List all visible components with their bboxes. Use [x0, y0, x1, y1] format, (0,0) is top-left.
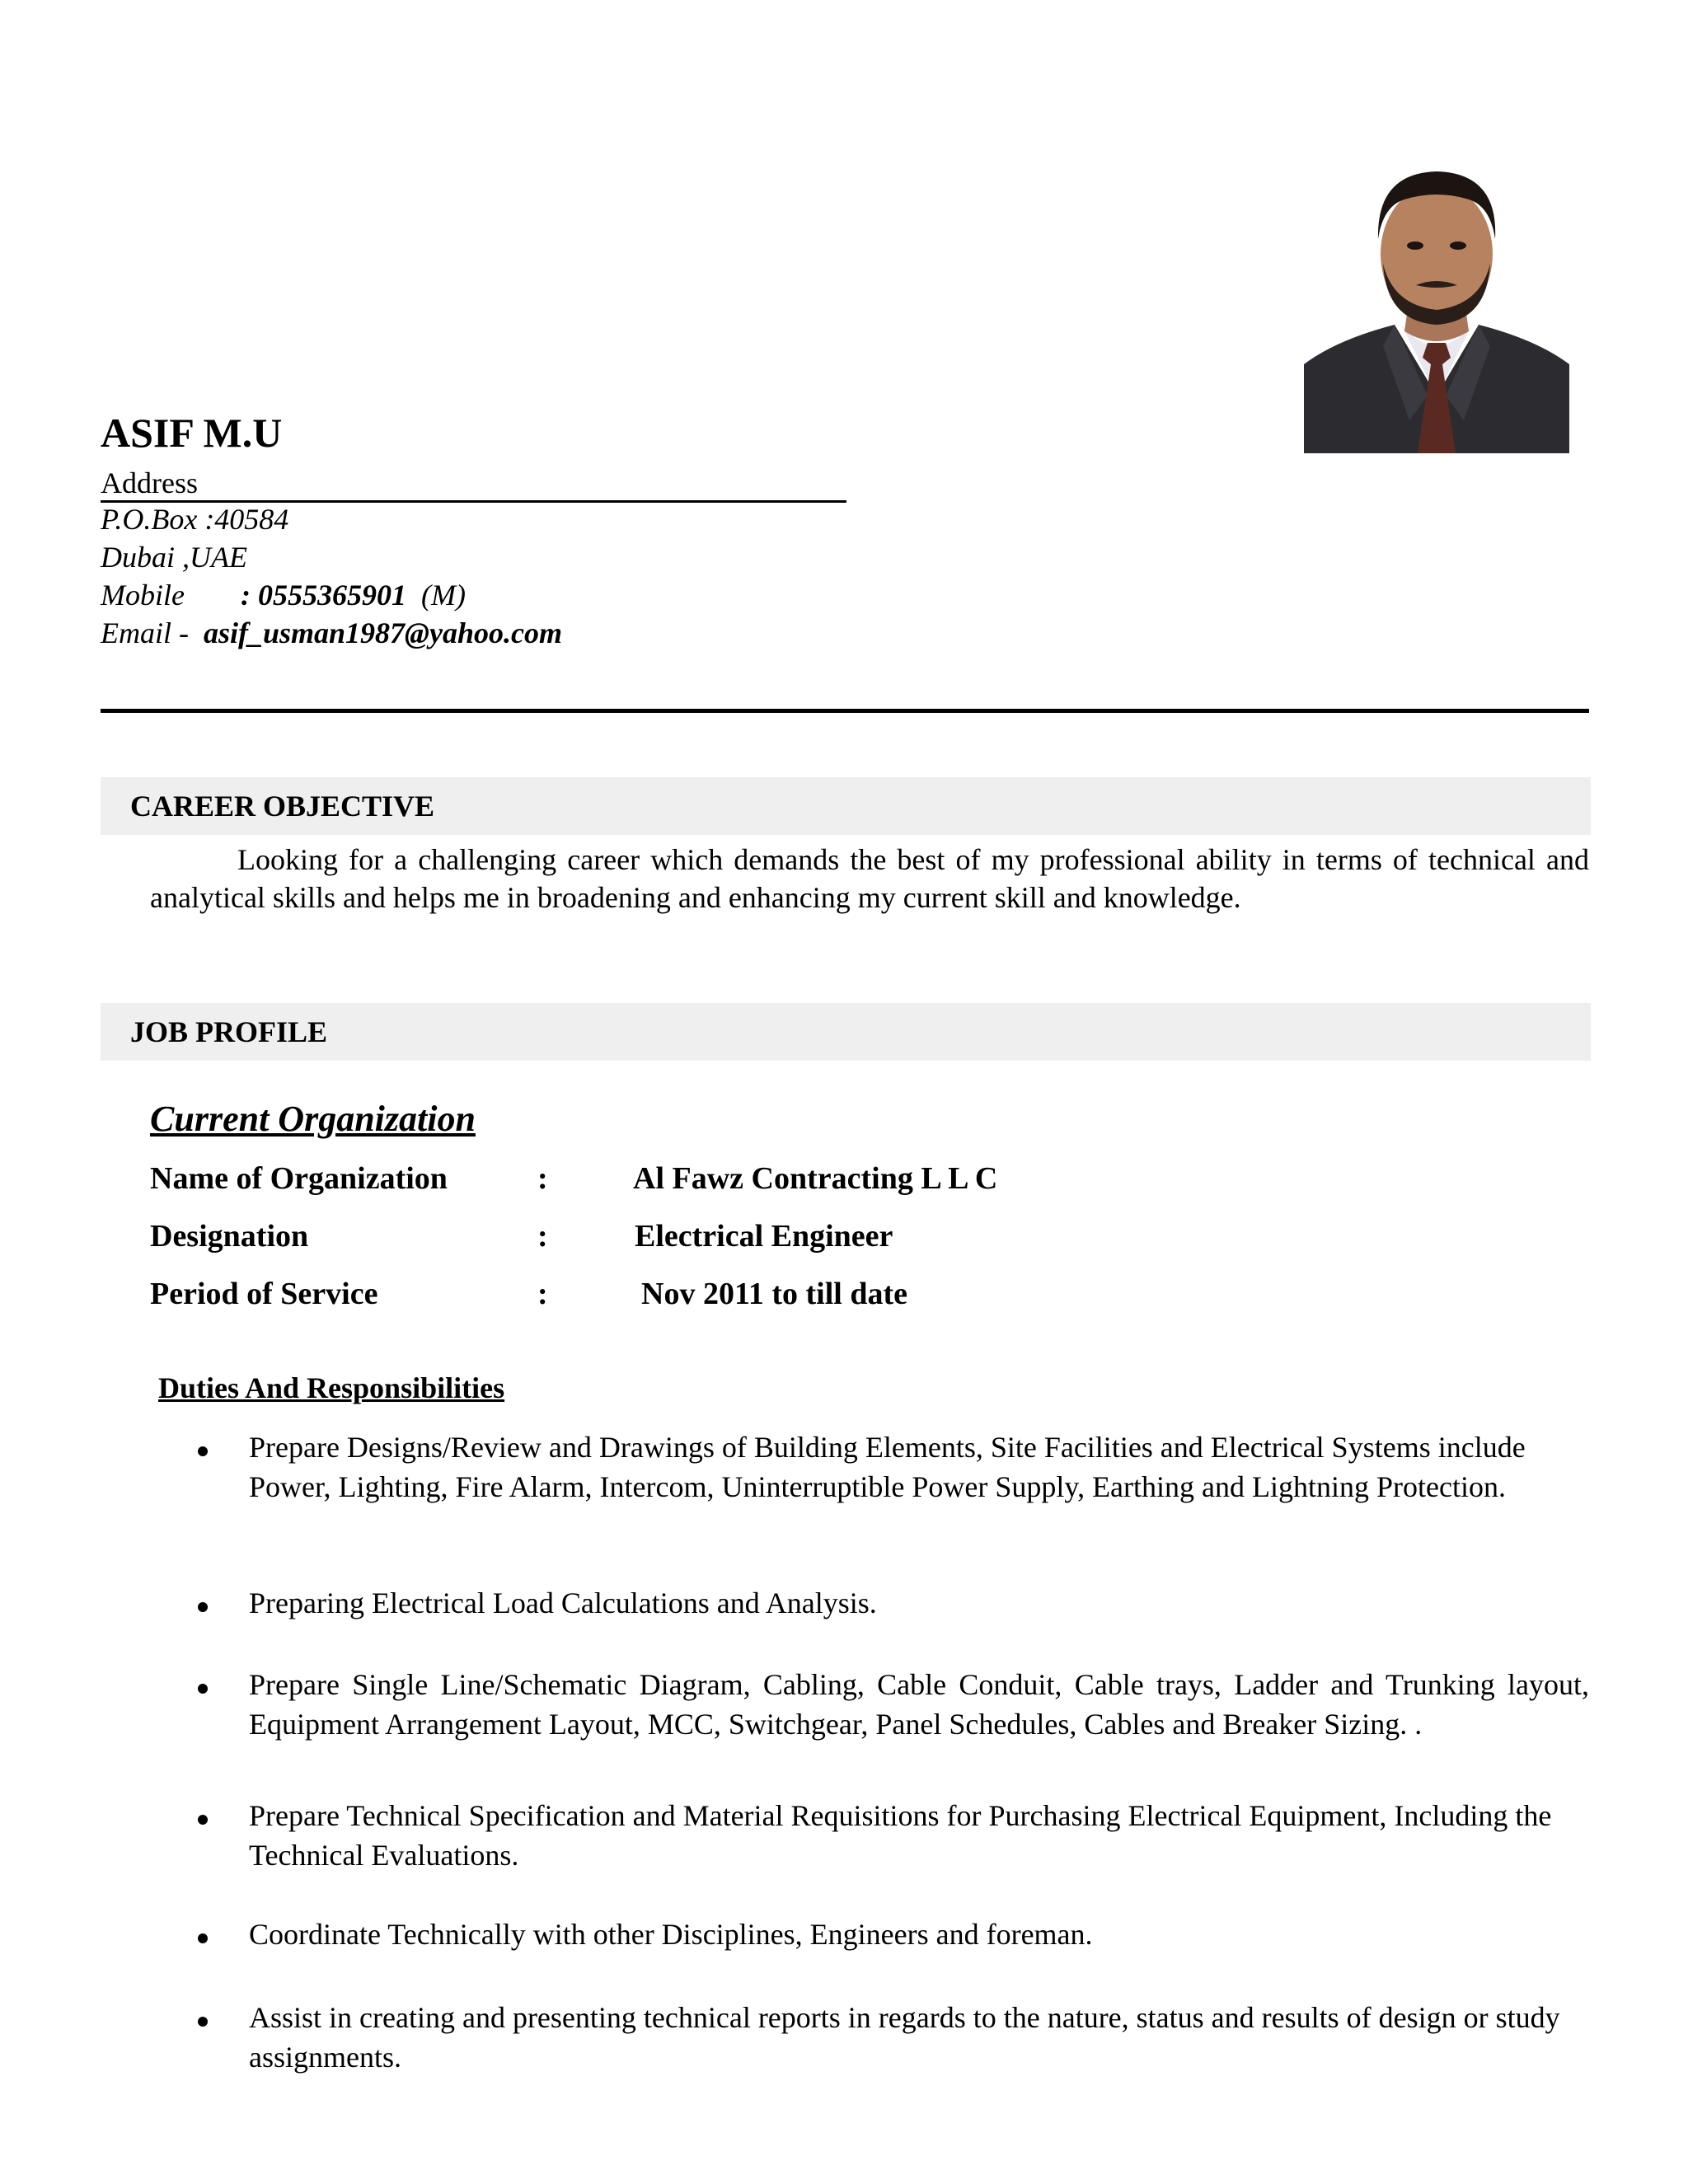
info-label: Designation: [150, 1219, 309, 1254]
info-colon: :: [537, 1219, 548, 1254]
candidate-name: ASIF M.U: [101, 410, 283, 456]
career-objective-text: Looking for a challenging career which demands the best of my professional ability in terms of technical and analytical skills and helps me in broadening and enhancing my current skill and knowledge.: [150, 843, 1589, 914]
duty-item: Assist in creating and presenting technical reports in regards to the nature, status and results of design or study assignments.: [249, 2001, 1560, 2074]
profile-photo: [1304, 148, 1569, 453]
bullet-icon: [198, 1684, 208, 1694]
bullet-icon: [198, 1933, 208, 1943]
info-row-period: [150, 1277, 1221, 1319]
info-row-organization: [150, 1162, 1221, 1203]
mobile-line: [101, 579, 466, 612]
info-value: Al Fawz Contracting L L C: [633, 1161, 998, 1196]
email-label: Email -: [101, 616, 189, 649]
duties-heading: Duties And Responsibilities: [158, 1371, 505, 1404]
header-divider: [101, 709, 1589, 713]
email-address[interactable]: asif_usman1987@yahoo.com: [203, 616, 562, 649]
section-bar-job-profile: [101, 1003, 1591, 1061]
mobile-label: Mobile: [101, 579, 185, 612]
address-pobox: P.O.Box :40584: [101, 503, 289, 536]
section-title-career-objective: CAREER OBJECTIVE: [130, 790, 435, 823]
duty-item: Prepare Single Line/Schematic Diagram, Cabling, Cable Conduit, Cable trays, Ladder and Trunking layout, Equipment Arrangement Layout, MCC, Switchgear, Panel Schedules, Cables and Breaker Sizing. .: [249, 1668, 1589, 1741]
bullet-icon: [198, 1815, 208, 1825]
info-row-designation: [150, 1220, 1221, 1261]
info-colon: :: [537, 1277, 548, 1311]
address-city: Dubai ,UAE: [101, 541, 247, 574]
info-colon: :: [537, 1161, 548, 1196]
section-bar-career-objective: [101, 777, 1591, 835]
bullet-icon: [198, 2017, 208, 2027]
duty-item: Prepare Technical Specification and Material Requisitions for Purchasing Electrical Equipment, Including the Technical Evaluations.: [249, 1799, 1552, 1872]
info-value: Electrical Engineer: [635, 1219, 893, 1254]
mobile-suffix: (M): [421, 579, 466, 612]
email-line: [101, 616, 562, 650]
current-organization-heading: Current Organization: [150, 1099, 476, 1139]
bullet-icon: [198, 1446, 208, 1456]
info-label: Period of Service: [150, 1277, 378, 1311]
duty-item: Coordinate Technically with other Disciplines, Engineers and foreman.: [249, 1918, 1093, 1951]
section-title-job-profile: JOB PROFILE: [130, 1015, 328, 1048]
info-label: Name of Organization: [150, 1161, 448, 1196]
info-value: Nov 2011 to till date: [641, 1277, 907, 1311]
duty-item: Preparing Electrical Load Calculations and Analysis.: [249, 1586, 877, 1619]
bullet-icon: [198, 1602, 208, 1612]
duty-item: Prepare Designs/Review and Drawings of Building Elements, Site Facilities and Electrical Systems include Power, Lighting, Fire Alarm, Intercom, Uninterruptible Power Supply, Earthing and Lightning Protection.: [249, 1431, 1526, 1503]
mobile-number: : 0555365901: [241, 579, 406, 612]
address-label: Address: [101, 466, 846, 503]
